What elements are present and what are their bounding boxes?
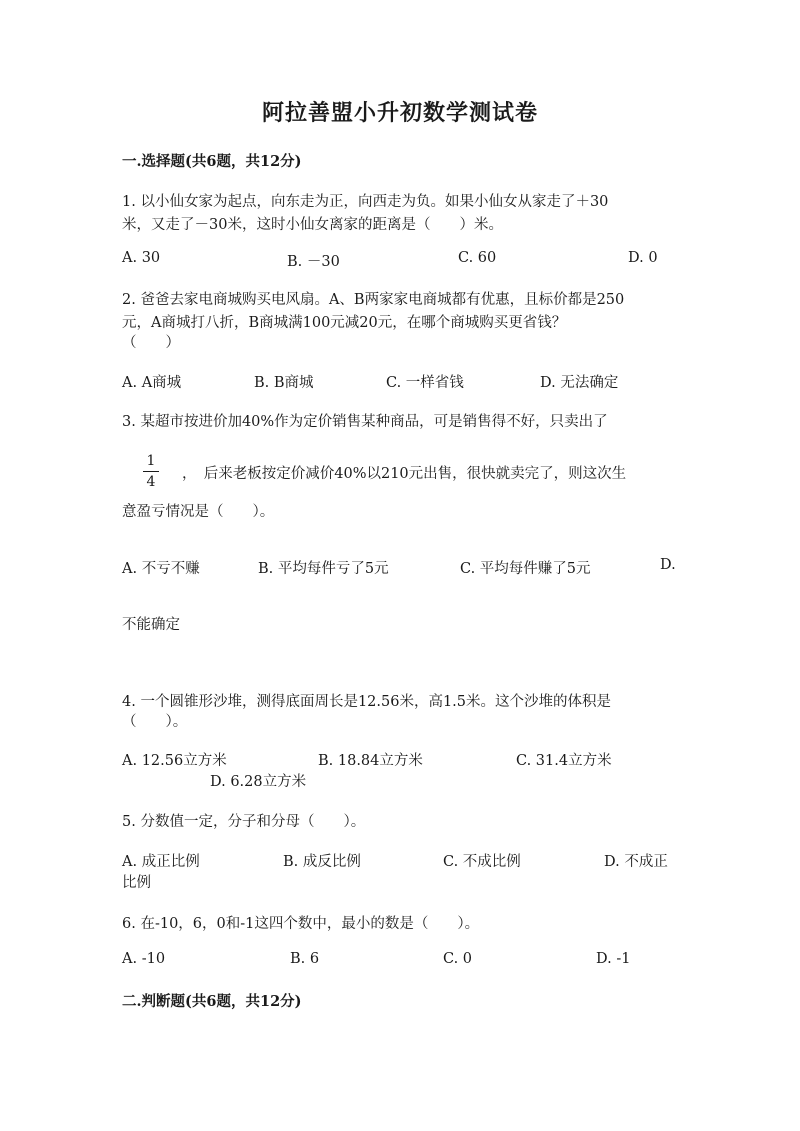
question-3-line-1: 3. 某超市按进价加40%作为定价销售某种商品，可是销售得不好，只卖出了 — [122, 414, 608, 430]
question-1-option-b: B. －30 — [287, 254, 340, 270]
fraction-numerator: 1 — [146, 453, 156, 469]
question-4-line-1: 4. 一个圆锥形沙堆，测得底面周长是12.56米，高1.5米。这个沙堆的体积是 — [122, 694, 612, 710]
question-2-line-2: 元，A商城打八折，B商城满100元减20元，在哪个商城购买更省钱？ — [122, 315, 567, 331]
question-5-option-a: A. 成正比例 — [122, 854, 200, 870]
question-2-line-1: 2. 爸爸去家电商城购买电风扇。A、B两家家电商城都有优惠，且标价都是250 — [122, 292, 625, 308]
question-1-option-d: D. 0 — [628, 250, 658, 266]
question-5-option-d-text: 比例 — [122, 875, 151, 891]
question-1-option-c: C. 60 — [458, 250, 497, 266]
question-1-option-a: A. 30 — [122, 250, 161, 266]
question-3-option-d-text: 不能确定 — [122, 617, 180, 633]
question-4-line-2: （ ）。 — [122, 714, 188, 730]
question-5-option-d: D. 不成正 — [604, 854, 668, 870]
question-3-option-a: A. 不亏不赚 — [122, 561, 200, 577]
question-4-option-c: C. 31.4立方米 — [516, 753, 612, 769]
question-3-line-3: 意盈亏情况是（ ）。 — [122, 504, 275, 520]
question-1-line-1: 1. 以小仙女家为起点，向东走为正，向西走为负。如果小仙女从家走了＋30 — [122, 194, 609, 210]
question-3-option-c: C. 平均每件赚了5元 — [460, 561, 591, 577]
question-3-option-b: B. 平均每件亏了5元 — [258, 561, 389, 577]
question-2-option-d: D. 无法确定 — [540, 375, 619, 391]
question-5-option-c: C. 不成比例 — [443, 854, 521, 870]
question-6-option-c: C. 0 — [443, 951, 473, 967]
question-4-option-d: D. 6.28立方米 — [210, 774, 307, 790]
exam-title: 阿拉善盟小升初数学测试卷 — [261, 100, 538, 126]
section-heading-judgment: 二.判断题(共6题，共12分) — [122, 993, 302, 1010]
question-2-option-b: B. B商城 — [254, 375, 314, 391]
question-3-option-d: D. — [660, 557, 676, 573]
question-4-option-a: A. 12.56立方米 — [122, 753, 227, 769]
question-6-line-1: 6. 在-10，6，0和-1这四个数中，最小的数是（ ）。 — [122, 916, 480, 932]
question-2-line-3: （ ） — [122, 335, 180, 351]
question-6-option-d: D. -1 — [596, 951, 631, 967]
question-5-option-b: B. 成反比例 — [283, 854, 361, 870]
question-2-option-a: A. A商城 — [122, 375, 182, 391]
question-3-line-2: ， 后来老板按定价减价40%以210元出售，很快就卖完了，则这次生 — [182, 466, 627, 482]
fraction-denominator: 4 — [146, 474, 156, 490]
question-6-option-a: A. -10 — [122, 951, 166, 967]
fraction-one-quarter — [143, 454, 159, 489]
question-6-option-b: B. 6 — [290, 951, 320, 967]
question-1-line-2: 米，又走了－30米，这时小仙女离家的距离是（ ）米。 — [122, 217, 503, 233]
fraction-bar — [143, 471, 159, 472]
question-2-option-c: C. 一样省钱 — [386, 375, 464, 391]
question-4-option-b: B. 18.84立方米 — [318, 753, 423, 769]
question-5-line-1: 5. 分数值一定，分子和分母（ ）。 — [122, 814, 366, 830]
section-heading-choice: 一.选择题(共6题，共12分) — [122, 153, 302, 170]
